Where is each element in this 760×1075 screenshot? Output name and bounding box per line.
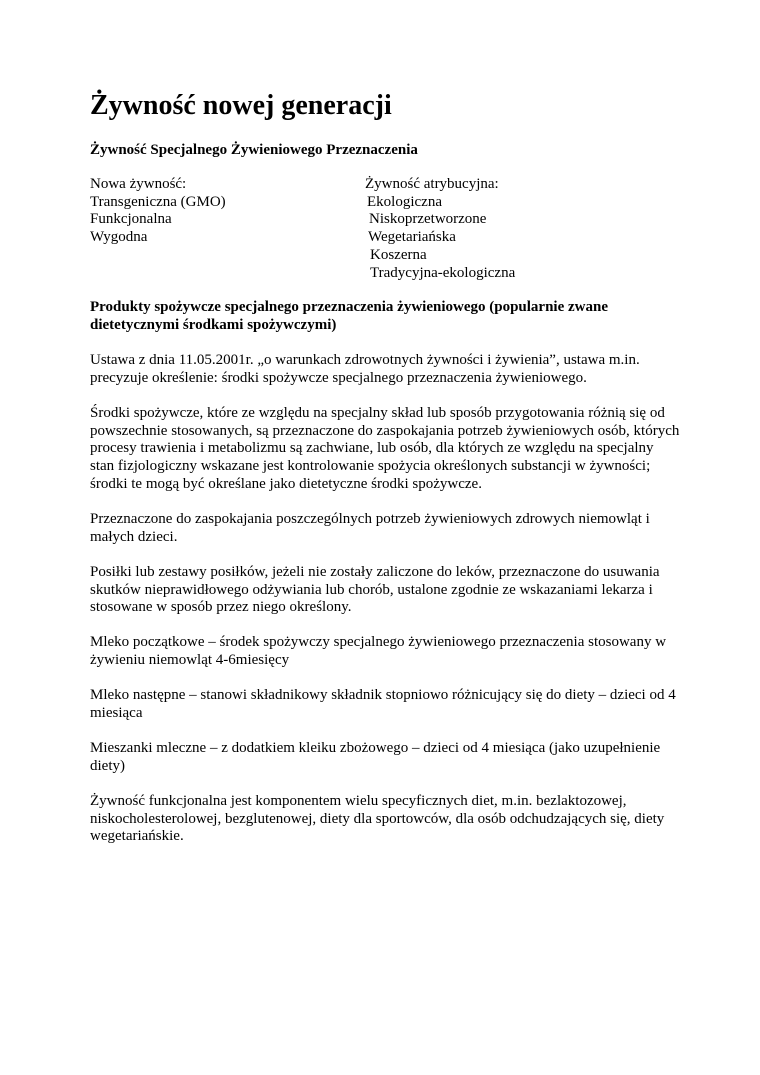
- list-item: Koszerna: [370, 246, 427, 263]
- list-header-new-food: Nowa żywność:: [90, 176, 187, 192]
- paragraph-follow-on-milk: Mleko następne – stanowi składnikowy składnik stopniowo różnicujący się do diety – dzieci od 4 miesiąca: [90, 687, 676, 721]
- list-item: Niskoprzetworzone: [369, 211, 487, 228]
- attributive-food-list: [365, 176, 515, 282]
- list-header-attributive-food: Żywność atrybucyjna:: [365, 176, 499, 192]
- section-heading: Produkty spożywcze specjalnego przeznaczenia żywieniowego (popularnie zwane dietetycznymi środkami spożywczymi): [90, 299, 608, 333]
- paragraph-milk-mixtures: Mieszanki mleczne – z dodatkiem kleiku zbożowego – dzieci od 4 miesiąca (jako uzupełnienie diety): [90, 740, 661, 774]
- paragraph-functional-food: Żywność funkcjonalna jest komponentem wielu specyficznych diet, m.in. bezlaktozowej, niskocholesterolowej, bezglutenowej, diety dla sportowców, dla osób odchudzających się, diety wegetariańskie.: [90, 793, 665, 845]
- paragraph-definition: Środki spożywcze, które ze względu na specjalny skład lub sposób przygotowania różnią się od powszechnie stosowanych, są przeznaczone do zaspokajania potrzeb żywieniowych osób, których procesy trawienia i metabolizmu są zachwiane, lub osób, dla których ze względu na specjalny stan fizjologiczny wskazane jest kontrolowanie spożycia określonych substancji w żywności; środki te mogą być określane jako dietetyczne środki spożywcze.: [90, 405, 680, 492]
- list-item: Ekologiczna: [367, 193, 442, 210]
- list-item: Transgeniczna (GMO): [90, 193, 226, 210]
- new-food-list: [90, 176, 226, 247]
- paragraph-law: Ustawa z dnia 11.05.2001r. „o warunkach zdrowotnych żywności i żywienia”, ustawa m.in. precyzuje określenie: środki spożywcze specjalnego przeznaczenia żywieniowego.: [90, 352, 640, 386]
- list-item: Wegetariańska: [368, 229, 456, 246]
- page-title: Żywność nowej generacji: [90, 90, 392, 121]
- page-subtitle: Żywność Specjalnego Żywieniowego Przeznaczenia: [90, 142, 418, 158]
- paragraph-infants: Przeznaczone do zaspokajania poszczególnych potrzeb żywieniowych zdrowych niemowląt i małych dzieci.: [90, 511, 650, 545]
- paragraph-meals: Posiłki lub zestawy posiłków, jeżeli nie zostały zaliczone do leków, przeznaczone do usuwania skutków nieprawidłowego odżywiania lub chorób, ustalone zgodnie ze wskazaniami lekarza i stosowane w sposób przez niego określony.: [90, 564, 660, 616]
- list-item: Funkcjonalna: [90, 211, 172, 228]
- paragraph-starter-milk: Mleko początkowe – środek spożywczy specjalnego żywieniowego przeznaczenia stosowany w żywieniu niemowląt 4-6miesięcy: [90, 634, 667, 668]
- list-item: Tradycyjna-ekologiczna: [370, 264, 516, 281]
- list-item: Wygodna: [90, 229, 148, 246]
